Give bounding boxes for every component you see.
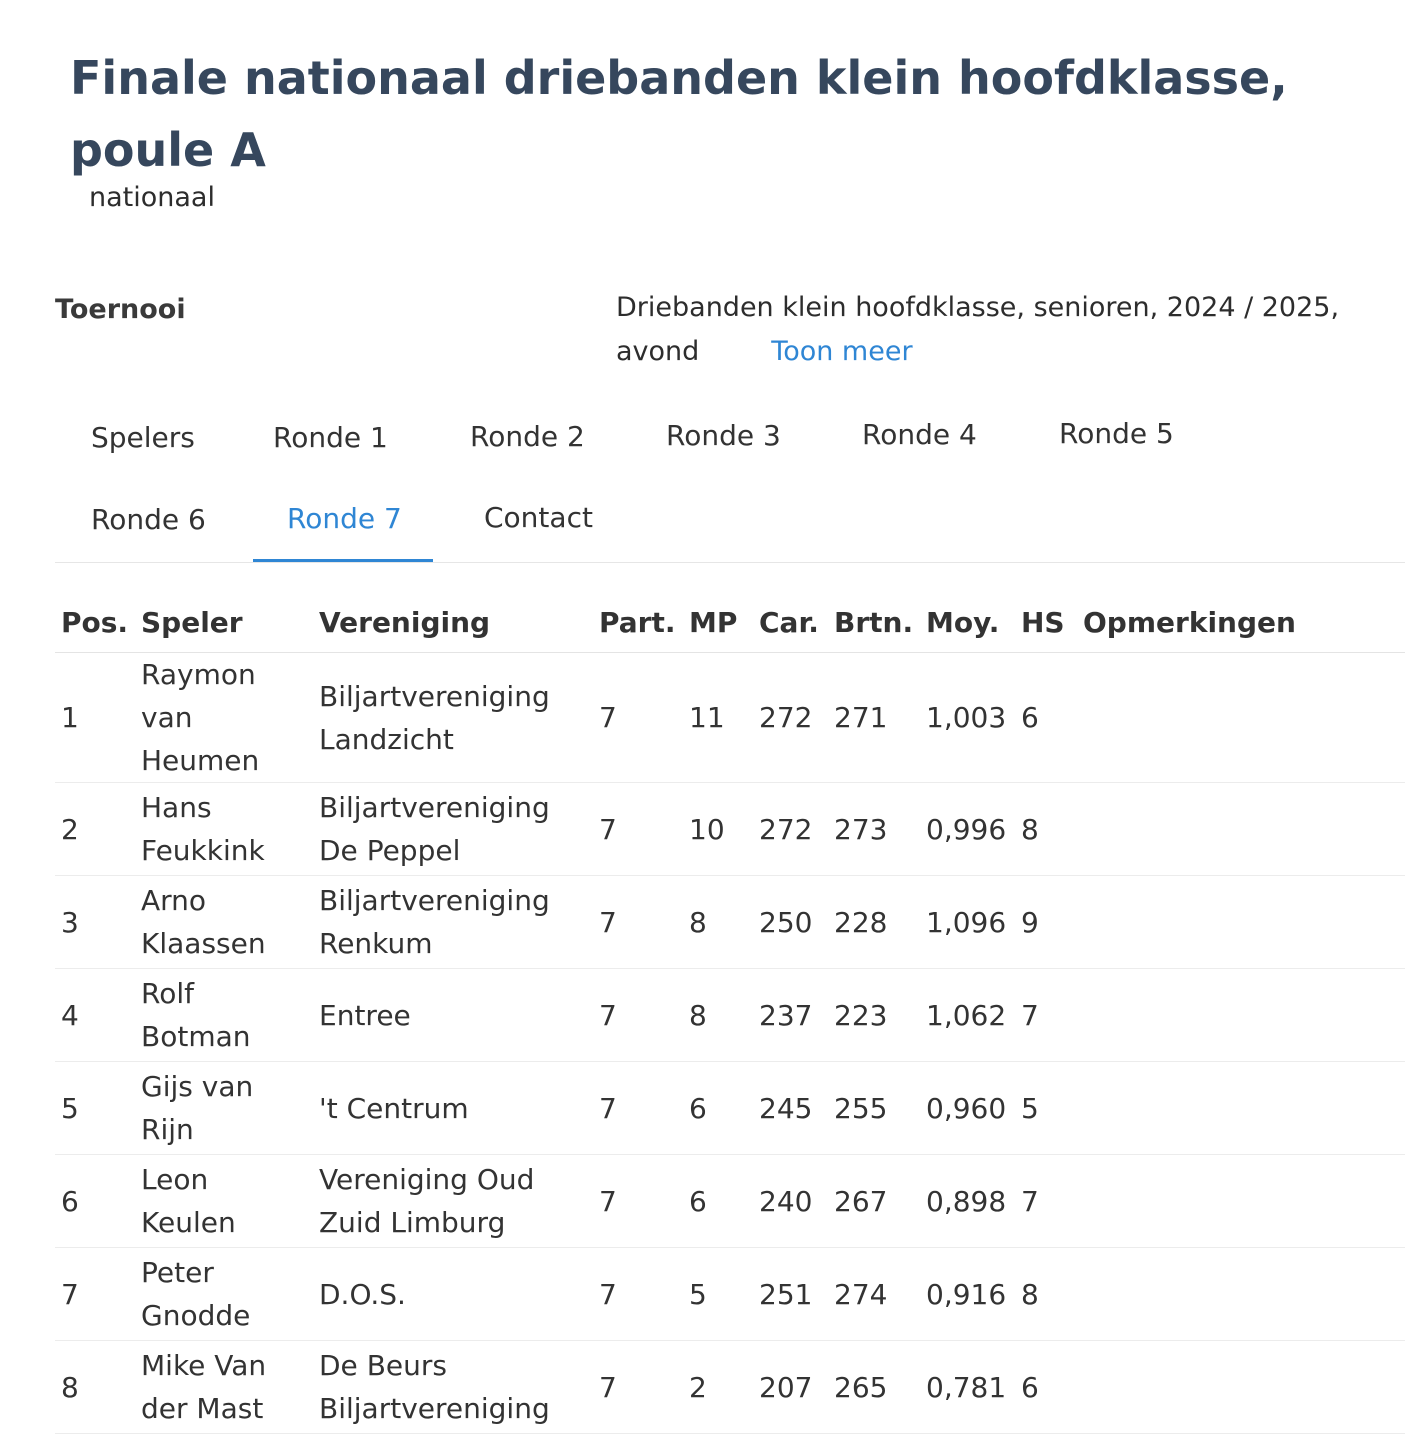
table-row xyxy=(55,653,1405,783)
row-pos: 5 xyxy=(55,1062,135,1155)
row-player: Mike Van der Mast xyxy=(135,1341,313,1434)
row-player: Leon Keulen xyxy=(135,1155,313,1248)
row-club: Vereniging Oud Zuid Limburg xyxy=(313,1155,593,1248)
row-part: 7 xyxy=(593,1248,683,1341)
tabs-divider xyxy=(55,562,1405,563)
row-part: 7 xyxy=(593,783,683,876)
row-pos: 6 xyxy=(55,1155,135,1248)
tournament-label: Toernooi xyxy=(55,294,186,325)
tab-ronde-4[interactable]: Ronde 4 xyxy=(862,418,977,451)
row-hs: 8 xyxy=(1015,783,1077,876)
tab-ronde-5[interactable]: Ronde 5 xyxy=(1059,417,1174,450)
column-header-pos[interactable]: Pos. xyxy=(55,592,135,653)
row-brtn: 271 xyxy=(828,653,920,783)
row-hs: 6 xyxy=(1015,1341,1077,1434)
row-remarks xyxy=(1077,1341,1405,1434)
tab-contact[interactable]: Contact xyxy=(484,501,593,534)
row-moy: 0,960 xyxy=(920,1062,1015,1155)
row-car: 250 xyxy=(753,876,828,969)
row-player: Raymon van Heumen xyxy=(135,653,313,783)
row-club: D.O.S. xyxy=(313,1248,593,1341)
row-part: 7 xyxy=(593,969,683,1062)
row-hs: 7 xyxy=(1015,969,1077,1062)
column-header-player[interactable]: Speler xyxy=(135,592,313,653)
row-player: Rolf Botman xyxy=(135,969,313,1062)
tab-ronde-7[interactable]: Ronde 7 xyxy=(287,502,402,535)
table-row xyxy=(55,1248,1405,1341)
column-header-part[interactable]: Part. xyxy=(593,592,683,653)
row-club: Entree xyxy=(313,969,593,1062)
tournament-description: Driebanden klein hoofdklasse, senioren, 2024 / 2025, avond xyxy=(616,292,1340,367)
row-player: Peter Gnodde xyxy=(135,1248,313,1341)
row-brtn: 265 xyxy=(828,1341,920,1434)
column-header-remarks[interactable]: Opmerkingen xyxy=(1077,592,1405,653)
row-pos: 7 xyxy=(55,1248,135,1341)
row-player: Hans Feukkink xyxy=(135,783,313,876)
tab-spelers[interactable]: Spelers xyxy=(91,421,195,454)
row-brtn: 267 xyxy=(828,1155,920,1248)
row-brtn: 228 xyxy=(828,876,920,969)
row-mp: 6 xyxy=(683,1155,753,1248)
table-row xyxy=(55,969,1405,1062)
row-car: 240 xyxy=(753,1155,828,1248)
row-car: 237 xyxy=(753,969,828,1062)
column-header-car[interactable]: Car. xyxy=(753,592,828,653)
row-moy: 1,062 xyxy=(920,969,1015,1062)
row-remarks xyxy=(1077,969,1405,1062)
standings-body xyxy=(55,653,1405,1434)
row-remarks xyxy=(1077,876,1405,969)
table-row xyxy=(55,783,1405,876)
tab-ronde-2[interactable]: Ronde 2 xyxy=(470,420,585,453)
column-header-hs[interactable]: HS xyxy=(1015,592,1077,653)
row-pos: 8 xyxy=(55,1341,135,1434)
row-part: 7 xyxy=(593,1341,683,1434)
tab-ronde-3[interactable]: Ronde 3 xyxy=(666,419,781,452)
row-remarks xyxy=(1077,783,1405,876)
row-part: 7 xyxy=(593,876,683,969)
column-header-mp[interactable]: MP xyxy=(683,592,753,653)
row-moy: 1,003 xyxy=(920,653,1015,783)
row-car: 245 xyxy=(753,1062,828,1155)
row-hs: 9 xyxy=(1015,876,1077,969)
row-moy: 0,916 xyxy=(920,1248,1015,1341)
row-part: 7 xyxy=(593,1062,683,1155)
row-player: Arno Klaassen xyxy=(135,876,313,969)
standings-table xyxy=(55,592,1405,1434)
row-car: 207 xyxy=(753,1341,828,1434)
row-mp: 11 xyxy=(683,653,753,783)
row-club: Biljartvereniging De Peppel xyxy=(313,783,593,876)
row-car: 272 xyxy=(753,653,828,783)
tab-ronde-1[interactable]: Ronde 1 xyxy=(273,421,388,454)
row-moy: 0,898 xyxy=(920,1155,1015,1248)
tournament-value xyxy=(616,286,1376,374)
row-part: 7 xyxy=(593,653,683,783)
show-more-link[interactable]: Toon meer xyxy=(771,336,913,367)
table-row xyxy=(55,1062,1405,1155)
table-row xyxy=(55,1155,1405,1248)
row-brtn: 223 xyxy=(828,969,920,1062)
tab-ronde-6[interactable]: Ronde 6 xyxy=(91,503,206,536)
row-mp: 8 xyxy=(683,969,753,1062)
row-brtn: 255 xyxy=(828,1062,920,1155)
row-moy: 0,781 xyxy=(920,1341,1015,1434)
row-club: De Beurs Biljartvereniging xyxy=(313,1341,593,1434)
row-player: Gijs van Rijn xyxy=(135,1062,313,1155)
table-row xyxy=(55,1341,1405,1434)
row-pos: 2 xyxy=(55,783,135,876)
row-remarks xyxy=(1077,1248,1405,1341)
row-hs: 8 xyxy=(1015,1248,1077,1341)
table-row xyxy=(55,876,1405,969)
row-mp: 2 xyxy=(683,1341,753,1434)
row-mp: 5 xyxy=(683,1248,753,1341)
row-brtn: 273 xyxy=(828,783,920,876)
row-pos: 1 xyxy=(55,653,135,783)
row-hs: 5 xyxy=(1015,1062,1077,1155)
row-car: 272 xyxy=(753,783,828,876)
row-pos: 3 xyxy=(55,876,135,969)
row-remarks xyxy=(1077,1062,1405,1155)
row-mp: 8 xyxy=(683,876,753,969)
row-club: Biljartvereniging Renkum xyxy=(313,876,593,969)
row-pos: 4 xyxy=(55,969,135,1062)
row-moy: 1,096 xyxy=(920,876,1015,969)
row-brtn: 274 xyxy=(828,1248,920,1341)
table-header-row xyxy=(55,592,1405,653)
row-remarks xyxy=(1077,653,1405,783)
page-title: Finale nationaal driebanden klein hoofdklasse, poule A xyxy=(70,51,1288,177)
row-mp: 10 xyxy=(683,783,753,876)
column-header-moy[interactable]: Moy. xyxy=(920,592,1015,653)
column-header-brtn[interactable]: Brtn. xyxy=(828,592,920,653)
column-header-club[interactable]: Vereniging xyxy=(313,592,593,653)
row-club: 't Centrum xyxy=(313,1062,593,1155)
row-car: 251 xyxy=(753,1248,828,1341)
row-club: Biljartvereniging Landzicht xyxy=(313,653,593,783)
row-moy: 0,996 xyxy=(920,783,1015,876)
row-hs: 6 xyxy=(1015,653,1077,783)
row-remarks xyxy=(1077,1155,1405,1248)
row-part: 7 xyxy=(593,1155,683,1248)
page-subtitle: nationaal xyxy=(89,182,215,213)
row-hs: 7 xyxy=(1015,1155,1077,1248)
row-mp: 6 xyxy=(683,1062,753,1155)
